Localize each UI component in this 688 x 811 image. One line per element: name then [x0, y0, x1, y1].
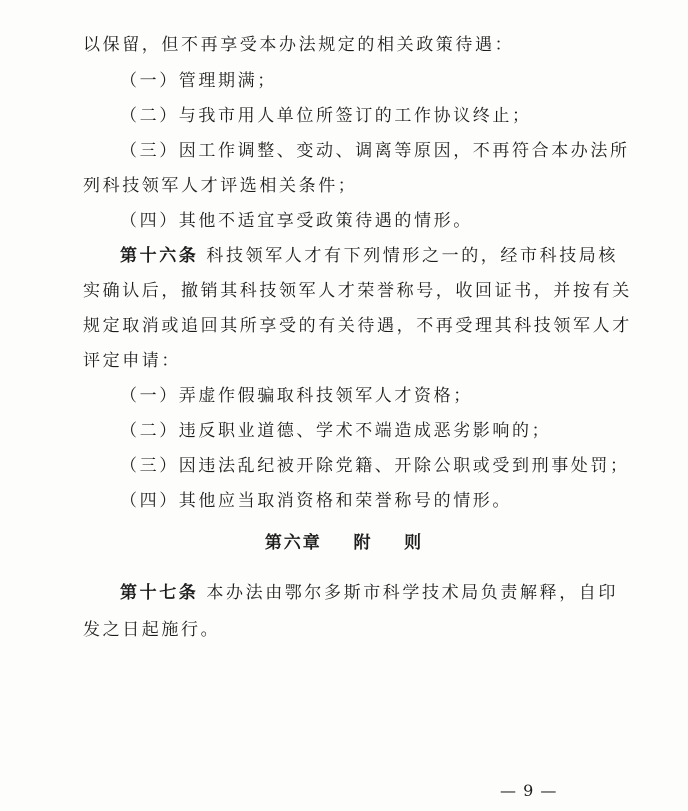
- text-line-8: [83, 280, 688, 302]
- line-text: （一）管理期满；: [120, 71, 277, 91]
- text-line-4: [120, 140, 688, 162]
- text-line-16: [83, 619, 688, 641]
- article-label: 第十七条: [120, 583, 199, 603]
- page-number: — 9 —: [500, 781, 558, 800]
- line-text: （四）其他不适宜享受政策待遇的情形。: [120, 211, 473, 231]
- text-line-1: [83, 34, 688, 56]
- line-text: 列科技领军人才评选相关条件；: [83, 176, 358, 196]
- text-line-10: [83, 350, 688, 372]
- text-line-2: [120, 70, 688, 92]
- text-line-14: [120, 490, 688, 512]
- line-text: （三）因工作调整、变动、调离等原因，不再符合本办法所: [120, 141, 630, 161]
- line-text: 以保留，但不再享受本办法规定的相关政策待遇：: [83, 35, 515, 55]
- line-text: 科技领军人才有下列情形之一的，经市科技局核: [198, 246, 619, 266]
- chapter-title-text: 第六章 附 则: [264, 533, 424, 553]
- line-text: （四）其他应当取消资格和荣誉称号的情形。: [120, 491, 512, 511]
- line-text: （二）与我市用人单位所签订的工作协议终止；: [120, 106, 532, 126]
- text-line-6: [120, 210, 688, 232]
- text-line-9: [83, 315, 688, 337]
- line-text: （二）违反职业道德、学术不端造成恶劣影响的；: [120, 421, 552, 441]
- chapter-title: [0, 532, 688, 554]
- text-line-5: [83, 175, 688, 197]
- text-line-3: [120, 105, 688, 127]
- article-17-line: [120, 582, 688, 604]
- text-line-11: [120, 385, 688, 407]
- article-label: 第十六条: [120, 246, 199, 266]
- text-line-13: [120, 455, 688, 477]
- line-text: 实确认后，撤销其科技领军人才荣誉称号，收回证书，并按有关: [83, 281, 632, 301]
- text-line-12: [120, 420, 688, 442]
- line-text: （三）因违法乱纪被开除党籍、开除公职或受到刑事处罚；: [120, 456, 630, 476]
- line-text: （一）弄虚作假骗取科技领军人才资格；: [120, 386, 473, 406]
- line-text: 规定取消或追回其所享受的有关待遇，不再受理其科技领军人才: [83, 316, 632, 336]
- article-16-line: [120, 245, 688, 267]
- line-text: 发之日起施行。: [83, 620, 221, 640]
- line-text: 本办法由鄂尔多斯市科学技术局负责解释，自印: [198, 583, 619, 603]
- line-text: 评定申请：: [83, 351, 181, 371]
